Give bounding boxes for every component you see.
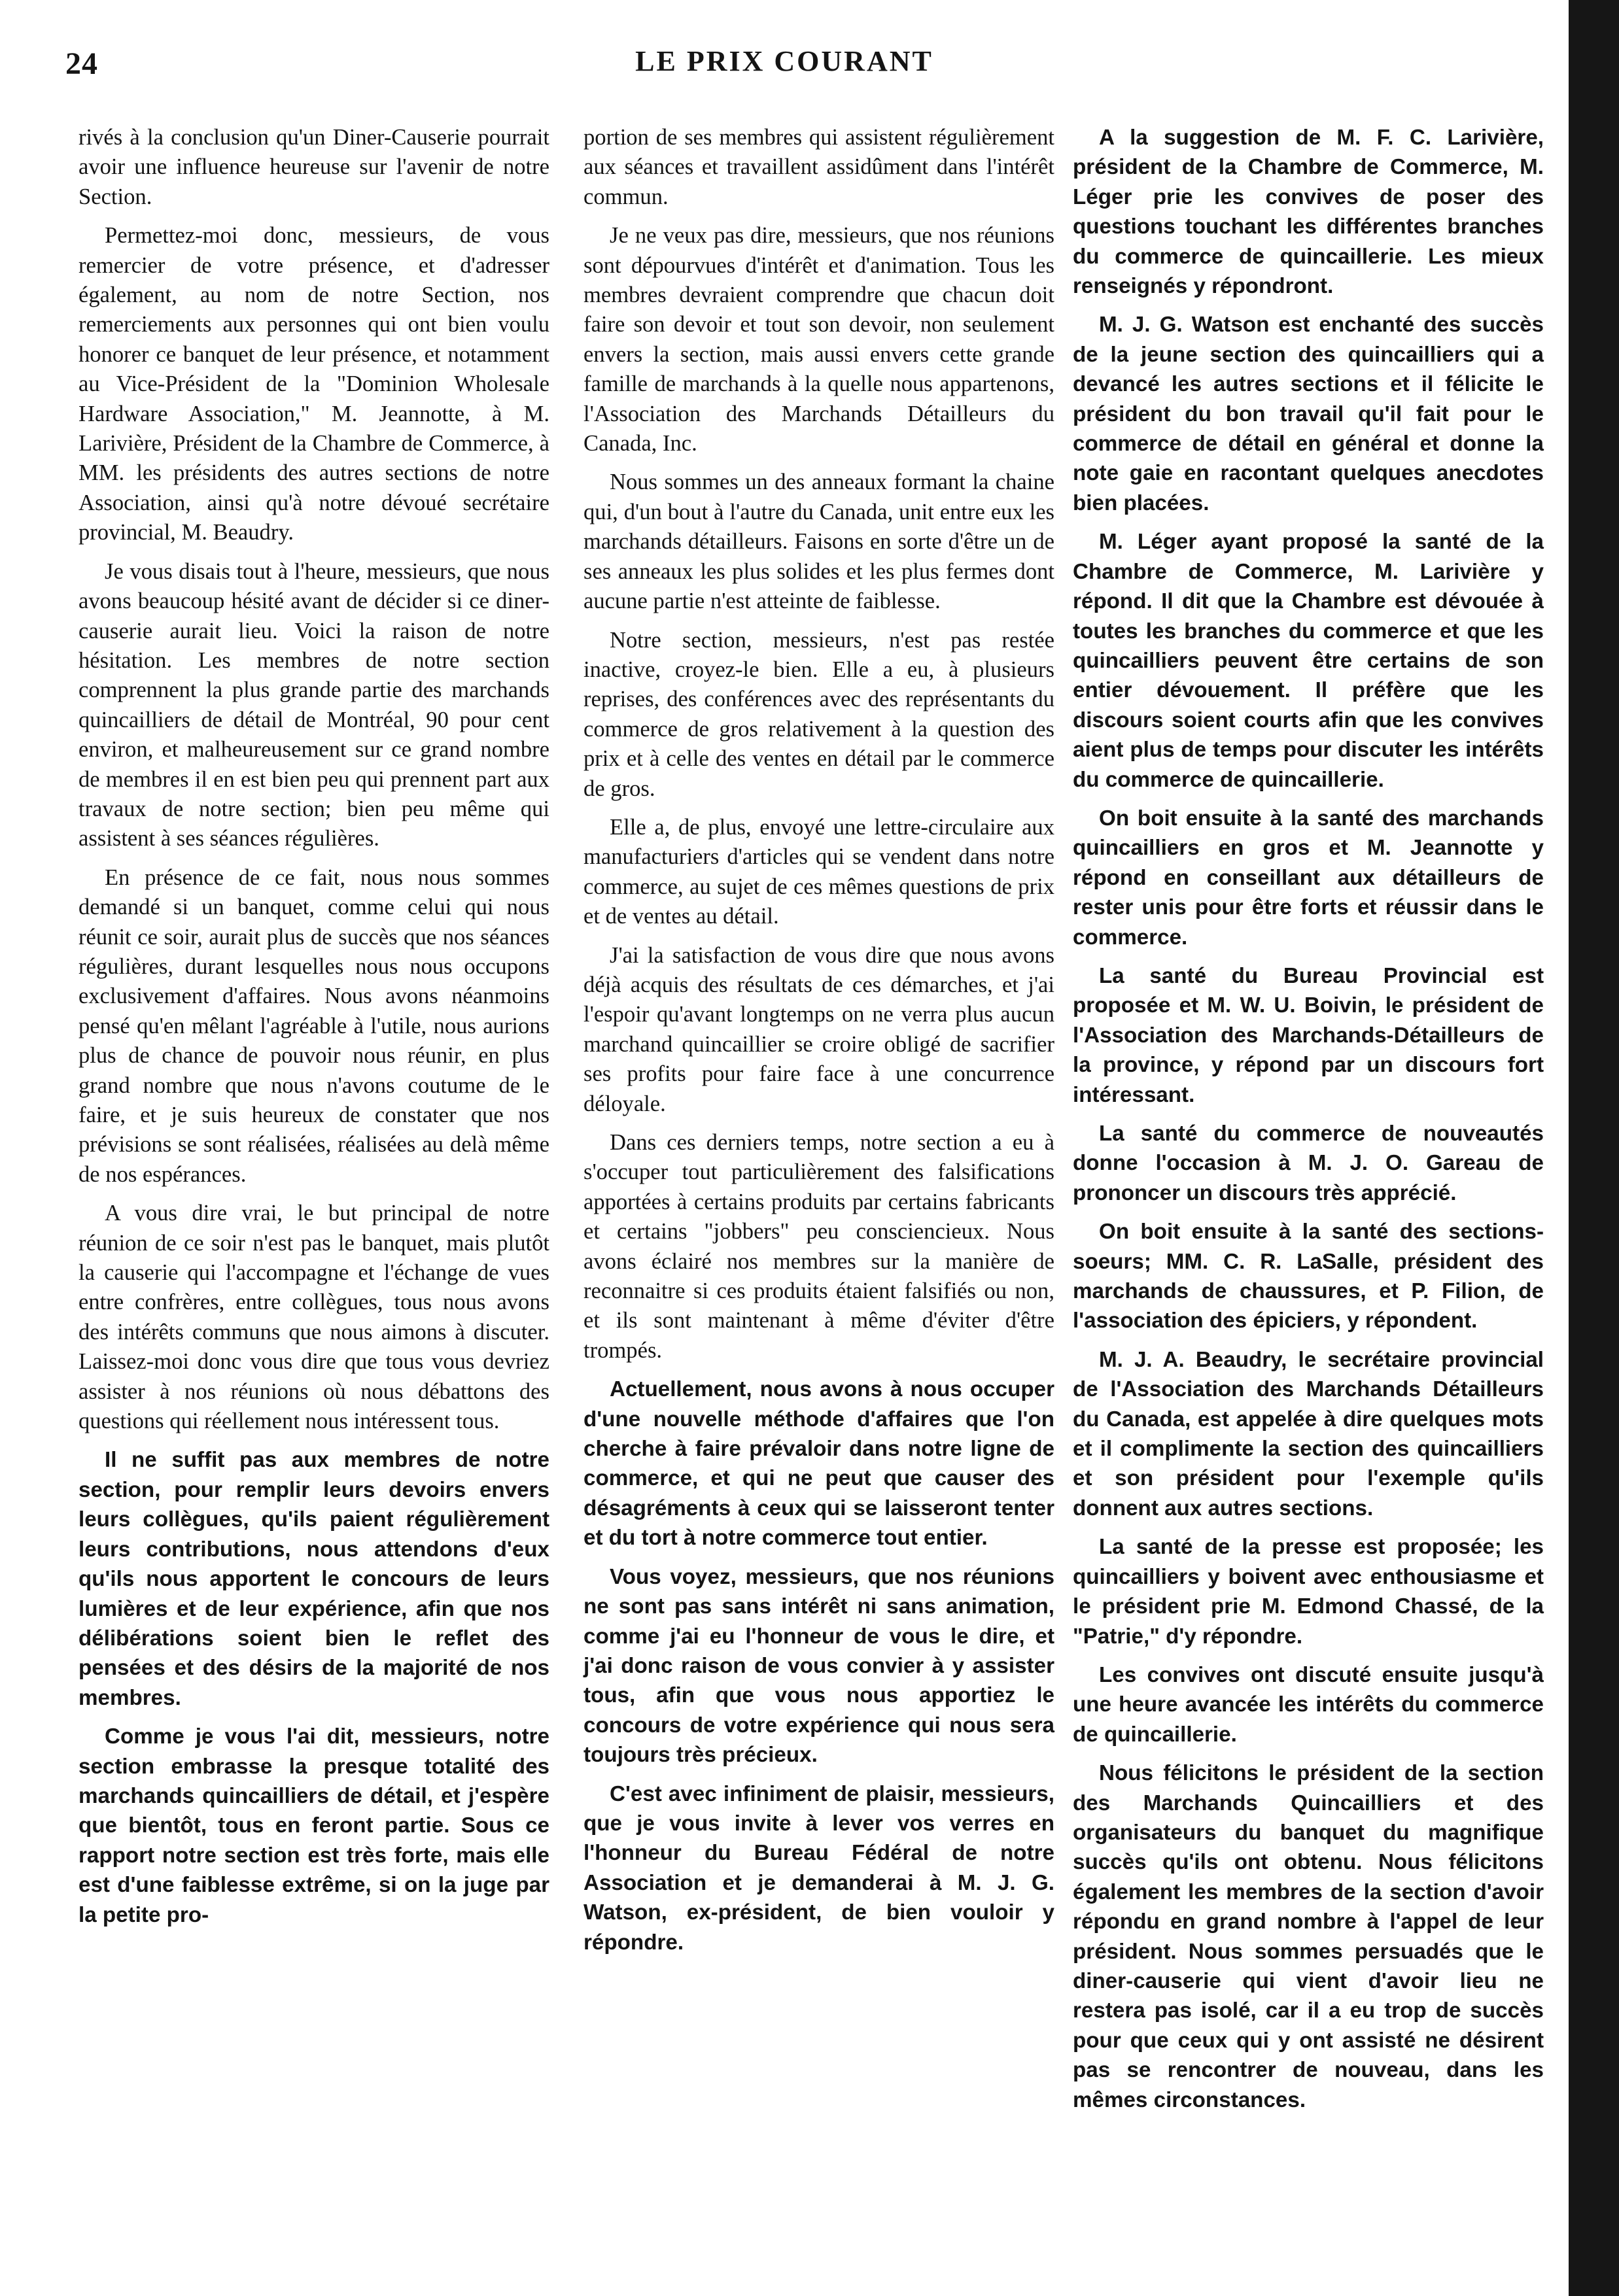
paragraph: Permettez-moi donc, messieurs, de vous remercier de votre présence, et d'adresser également, au nom de notre Section, nos remerciements aux personnes qui ont bien voulu honorer ce banquet de leur présence, et notamment au Vice-Président de la "Dominion Wholesale Hardware Association," M. Jeannotte, à M. Larivière, Président de la Chambre de Commerce, à MM. les présidents des autres sections de notre Association, ainsi qu'à notre dévoué secrétaire provincial, M. Beaudry. — [78, 223, 549, 545]
paragraph: C'est avec infiniment de plaisir, messieurs, que je vous invite à lever vos verres en l'honneur du Bureau Fédéral de notre Association et je demanderai à M. J. G. Watson, ex-président, de bien vouloir y répondre. — [583, 1781, 1054, 1955]
paragraph: Elle a, de plus, envoyé une lettre-circulaire aux manufacturiers d'articles qui se vendent dans notre commerce, au sujet de ces mêmes questions de prix et de ventes au détail. — [583, 814, 1054, 929]
paragraph: Nous sommes un des anneaux formant la chaine qui, d'un bout à l'autre du Canada, unit entre eux les marchands détailleurs. Faisons en sorte d'être un de ses anneaux les plus solides et les plus fermes dont aucune partie n'est atteinte de faiblesse. — [583, 470, 1054, 614]
paragraph: On boit ensuite à la santé des sections-soeurs; MM. C. R. LaSalle, président des marchands de chaussures, et P. Filion, de l'association des épiciers, y répondent. — [1073, 1220, 1544, 1333]
paragraph: M. J. G. Watson est enchanté des succès de la jeune section des quincailliers qui a devancé les autres sections et il félicite le président du bon travail qu'il fait pour le commerce de détail en général et donne la note gaie en racontant quelques anecdotes bien placées. — [1073, 313, 1544, 515]
paragraph: La santé du Bureau Provincial est proposée et M. W. U. Boivin, le président de l'Association des Marchands-Détailleurs de la province, y répond par un discours fort intéressant. — [1073, 963, 1544, 1107]
paragraph: La santé de la presse est proposée; les quincailliers y boivent avec enthousiasme et le président prie M. Edmond Chassé, de la "Patrie," d'y répondre. — [1073, 1535, 1544, 1649]
paragraph: On boit ensuite à la santé des marchands quincailliers en gros et M. Jeannotte y répond en conseillant aux détailleurs de rester unis pour être forts et réussir dans le commerce. — [1073, 806, 1544, 950]
paragraph: La santé du commerce de nouveautés donne l'occasion à M. J. O. Gareau de prononcer un discours très apprécié. — [1073, 1122, 1544, 1205]
paragraph: Dans ces derniers temps, notre section a eu à s'occuper tout particulièrement des falsifications apportées à certains produits par certains fabricants et certains "jobbers" peu consciencieux. Nous avons éclairé nos membres sur la manière de reconnaitre si ces produits étaient falsifiés ou non, et ils sont maintenant à même d'éviter d'être trompés. — [583, 1130, 1054, 1363]
paragraph: Nous félicitons le président de la section des Marchands Quincailliers et des organisateurs du banquet du magnifique succès qu'ils ont obtenu. Nous félicitons également les membres de la section d'avoir répondu en grand nombre à l'appel de leur président. Nous sommes persuadés que le diner-causerie qui vient d'avoir lieu ne restera pas isolé, car il a eu trop de succès pour que ceux qui y ont assisté ne désirent pas se rencontrer de nouveau, dans les mêmes circonstances. — [1073, 1761, 1544, 2112]
paragraph: Actuellement, nous avons à nous occuper d'une nouvelle méthode d'affaires que l'on cherche à faire prévaloir dans notre ligne de commerce, et qui ne peut que causer des désagréments à ceux qui se laisseront tenter et du tort à notre commerce tout entier. — [583, 1377, 1054, 1551]
paragraph: portion de ses membres qui assistent régulièrement aux séances et travaillent assidûment dans l'intérêt commun. — [583, 125, 1054, 209]
paragraph: Comme je vous l'ai dit, messieurs, notre section embrasse la presque totalité des marchands quincailliers de détail, et j'espère que bientôt, tous en feront partie. Sous ce rapport notre section est très forte, mais elle est d'une faiblesse extrême, si on la juge par la petite pro- — [78, 1724, 549, 1927]
paragraph: M. Léger ayant proposé la santé de la Chambre de Commerce, M. Larivière y répond. Il dit que la Chambre est dévouée à toutes les branches du commerce et que les quincailliers peuvent être certains de son entier dévouement. Il préfère que les discours soient courts afin que les convives aient plus de temps pour discuter les intérêts du commerce de quincaillerie. — [1073, 530, 1544, 792]
paragraph: Je ne veux pas dire, messieurs, que nos réunions sont dépourvues d'intérêt et d'animation. Tous les membres devraient comprendre que chacun doit faire son devoir et tout son devoir, non seulement envers la section, mais aussi envers cette grande famille de marchands à la quelle nous appartenons, l'Association des Marchands Détailleurs du Canada, Inc. — [583, 223, 1054, 456]
text-column-3 — [1073, 123, 1544, 2124]
paragraph: J'ai la satisfaction de vous dire que nous avons déjà acquis des résultats de ces démarches, et j'ai l'espoir qu'avant longtemps on ne verra plus aucun marchand quincaillier se croire obligé de sacrifier ses profits pour faire face à une concurrence déloyale. — [583, 942, 1054, 1116]
page-number: 24 — [65, 46, 98, 81]
scan-edge-bar — [1569, 0, 1619, 2296]
paragraph: Je vous disais tout à l'heure, messieurs, que nous avons beaucoup hésité avant de décider si ce diner-causerie aurait lieu. Voici la raison de notre hésitation. Les membres de notre section comprennent la plus grande partie des marchands quincailliers de détail de Montréal, 90 pour cent environ, et malheureusement sur ce grand nombre de membres il en est bien peu qui prennent part aux travaux de notre section; bien peu même qui assistent à ses séances régulières. — [78, 558, 549, 851]
paragraph: Il ne suffit pas aux membres de notre section, pour remplir leurs devoirs envers leurs collègues, qu'ils paient régulièrement leurs contributions, nous attendons d'eux qu'ils nous apportent le concours de leurs lumières et de leur expérience, afin que nos délibérations soient bien le reflet des pensées et des désirs de la majorité de nos membres. — [78, 1448, 549, 1710]
text-column-1 — [78, 123, 549, 1939]
paragraph: En présence de ce fait, nous nous sommes demandé si un banquet, comme celui qui nous réunit ce soir, aurait plus de succès que nos séances régulières, durant lesquelles nous nous occupons exclusivement d'affaires. Nous avons néanmoins pensé qu'en mêlant l'agréable à l'utile, nous aurions plus de chance de pouvoir nous réunir, en plus grand nombre que nous n'avons coutume de le faire, et je suis heureux de constater que nos prévisions se sont réalisées, réalisées au delà même de nos espérances. — [78, 865, 549, 1187]
running-head-title: LE PRIX COURANT — [635, 45, 933, 77]
paragraph: Les convives ont discuté ensuite jusqu'à une heure avancée les intérêts du commerce de quincaillerie. — [1073, 1662, 1544, 1747]
paragraph: rivés à la conclusion qu'un Diner-Causerie pourrait avoir une influence heureuse sur l'avenir de notre Section. — [78, 125, 549, 209]
paragraph: Vous voyez, messieurs, que nos réunions ne sont pas sans intérêt ni sans animation, comme j'ai eu l'honneur de vous le dire, et j'ai donc raison de vous convier à y assister tous, afin que vous nous apportiez le concours de votre expérience qui nous sera toujours très précieux. — [583, 1564, 1054, 1768]
paragraph: M. J. A. Beaudry, le secrétaire provincial de l'Association des Marchands Détailleurs du Canada, est appelée à dire quelques mots et il complimente la section des quincailliers et son président pour l'exemple qu'ils donnent aux autres sections. — [1073, 1347, 1544, 1520]
text-column-2 — [583, 123, 1054, 1966]
paragraph: A vous dire vrai, le but principal de notre réunion de ce soir n'est pas le banquet, mais plutôt la causerie qui l'accompagne et l'échange de vues entre confrères, entre collègues, tous nous avons des intérêts communs que nous aimons à discuter. Laissez-moi donc vous dire que tous vous devriez assister à nos réunions où nous débattons des questions qui réellement nous intéressent tous. — [78, 1201, 549, 1434]
paragraph: Notre section, messieurs, n'est pas restée inactive, croyez-le bien. Elle a eu, à plusieurs reprises, des conférences avec des représentants du commerce de gros relativement à la question des prix et à celle des ventes en détail par le commerce de gros. — [583, 627, 1054, 801]
paragraph: A la suggestion de M. F. C. Larivière, président de la Chambre de Commerce, M. Léger prie les convives de poser des questions touchant les différentes branches du commerce de quincaillerie. Les mieux renseignés y répondront. — [1073, 126, 1544, 299]
